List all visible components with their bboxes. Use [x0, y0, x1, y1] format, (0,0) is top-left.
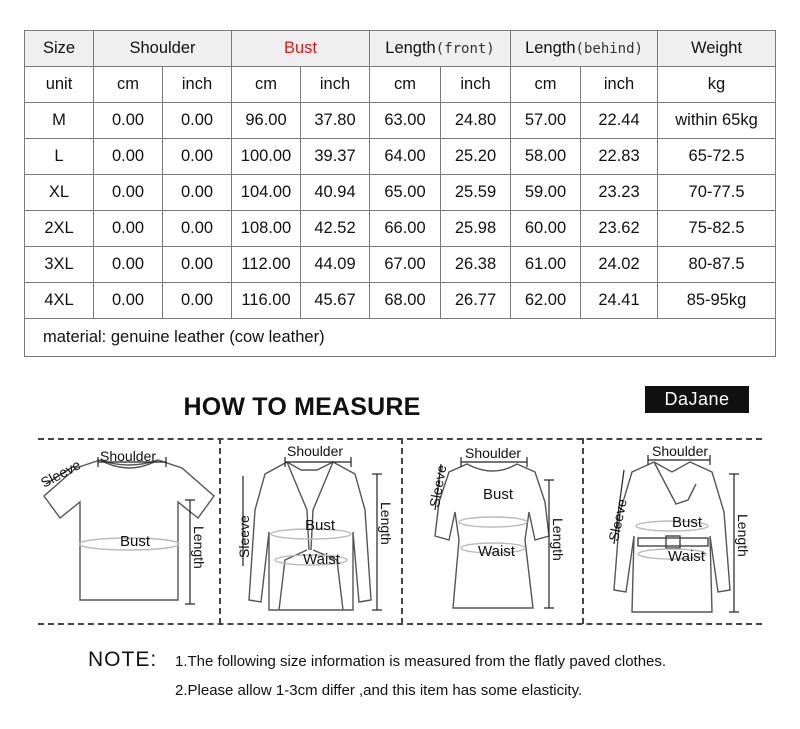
table-cell: 67.00 [370, 247, 441, 283]
label-bust: Bust [483, 486, 514, 503]
label-sleeve: Sleeve [605, 497, 630, 543]
table-cell: 80-87.5 [658, 247, 776, 283]
label-waist: Waist [303, 551, 340, 568]
table-row [25, 175, 776, 211]
table-cell: 64.00 [370, 139, 441, 175]
table-cell: 100.00 [232, 139, 301, 175]
table-cell: within 65kg [658, 103, 776, 139]
table-cell: 116.00 [232, 283, 301, 319]
brand-badge: DaJane [645, 386, 749, 413]
header-weight: Weight [658, 31, 776, 67]
header-shoulder: Shoulder [94, 31, 232, 67]
table-cell: 0.00 [94, 283, 163, 319]
table-cell: L [25, 139, 94, 175]
table-cell: 0.00 [163, 211, 232, 247]
label-length: Length [191, 526, 207, 569]
table-cell: 68.00 [370, 283, 441, 319]
table-cell: 39.37 [301, 139, 370, 175]
note-label: NOTE: [88, 648, 158, 671]
table-cell: 25.98 [441, 211, 511, 247]
table-cell: 25.20 [441, 139, 511, 175]
table-header-row [25, 31, 776, 67]
header-length-front-paren: (front) [435, 41, 495, 57]
label-length: Length [378, 502, 394, 545]
label-bust: Bust [305, 517, 336, 534]
table-cell: 0.00 [94, 211, 163, 247]
table-cell: 96.00 [232, 103, 301, 139]
label-sleeve: Sleeve [236, 515, 252, 558]
table-cell: 0.00 [163, 139, 232, 175]
unit-cell: inch [301, 67, 370, 103]
table-row [25, 103, 776, 139]
label-sleeve: Sleeve [38, 456, 84, 491]
header-length-front [370, 31, 511, 67]
table-cell: 22.83 [581, 139, 658, 175]
unit-cell: cm [232, 67, 301, 103]
label-waist: Waist [668, 548, 705, 565]
table-cell: XL [25, 175, 94, 211]
table-cell: 0.00 [94, 103, 163, 139]
note-line-1: 1.The following size information is measured from the flatly paved clothes. [175, 653, 667, 670]
coat-diagram-icon [584, 440, 762, 622]
divider-bottom [38, 623, 762, 625]
table-cell: 2XL [25, 211, 94, 247]
table-cell: 42.52 [301, 211, 370, 247]
table-cell: 0.00 [163, 283, 232, 319]
table-cell: 0.00 [94, 175, 163, 211]
table-cell: 62.00 [511, 283, 581, 319]
tshirt-diagram-icon [38, 440, 218, 622]
table-cell: 63.00 [370, 103, 441, 139]
table-cell: 24.80 [441, 103, 511, 139]
table-cell: 44.09 [301, 247, 370, 283]
label-bust: Bust [120, 533, 151, 550]
unit-cell: unit [25, 67, 94, 103]
header-length-behind-label: Length [525, 39, 576, 57]
table-cell: 40.94 [301, 175, 370, 211]
table-cell: 0.00 [163, 175, 232, 211]
table-cell: 75-82.5 [658, 211, 776, 247]
unit-cell: inch [441, 67, 511, 103]
table-cell: 112.00 [232, 247, 301, 283]
label-shoulder: Shoulder [652, 443, 709, 459]
units-row [25, 67, 776, 103]
table-cell: 0.00 [163, 103, 232, 139]
table-cell: 23.23 [581, 175, 658, 211]
table-cell: 45.67 [301, 283, 370, 319]
table-cell: 59.00 [511, 175, 581, 211]
note-line-2: 2.Please allow 1-3cm differ ,and this item has some elasticity. [175, 682, 583, 699]
header-length-behind-paren: (behind) [575, 41, 643, 57]
table-cell: 25.59 [441, 175, 511, 211]
label-sleeve: Sleeve [426, 463, 450, 509]
table-cell: 108.00 [232, 211, 301, 247]
table-cell: 61.00 [511, 247, 581, 283]
table-cell: 85-95kg [658, 283, 776, 319]
table-cell: 0.00 [94, 247, 163, 283]
unit-cell: cm [511, 67, 581, 103]
table-cell: 104.00 [232, 175, 301, 211]
label-length: Length [550, 518, 566, 561]
header-length-behind [511, 31, 658, 67]
table-cell: 4XL [25, 283, 94, 319]
table-cell: 65.00 [370, 175, 441, 211]
unit-cell: cm [94, 67, 163, 103]
table-cell: 26.77 [441, 283, 511, 319]
table-cell: 23.62 [581, 211, 658, 247]
header-length-front-label: Length [385, 39, 436, 57]
table-row [25, 283, 776, 319]
material-text: material: genuine leather (cow leather) [25, 319, 776, 357]
unit-cell: inch [581, 67, 658, 103]
table-cell: 57.00 [511, 103, 581, 139]
table-cell: 22.44 [581, 103, 658, 139]
blazer-diagram-icon [221, 440, 400, 622]
table-cell: 58.00 [511, 139, 581, 175]
header-bust: Bust [232, 31, 370, 67]
size-chart-table [24, 30, 776, 357]
table-cell: M [25, 103, 94, 139]
table-cell: 24.02 [581, 247, 658, 283]
how-to-measure-title: HOW TO MEASURE [183, 393, 421, 421]
material-row [25, 319, 776, 357]
label-shoulder: Shoulder [465, 445, 522, 461]
table-row [25, 211, 776, 247]
label-length: Length [735, 514, 751, 557]
table-cell: 0.00 [163, 247, 232, 283]
table-cell: 3XL [25, 247, 94, 283]
table-row [25, 139, 776, 175]
table-cell: 70-77.5 [658, 175, 776, 211]
table-cell: 66.00 [370, 211, 441, 247]
header-size: Size [25, 31, 94, 67]
table-cell: 0.00 [94, 139, 163, 175]
table-cell: 65-72.5 [658, 139, 776, 175]
unit-cell: kg [658, 67, 776, 103]
table-cell: 37.80 [301, 103, 370, 139]
table-row [25, 247, 776, 283]
label-shoulder: Shoulder [100, 448, 157, 464]
table-cell: 60.00 [511, 211, 581, 247]
label-bust: Bust [672, 514, 703, 531]
dress-diagram-icon [403, 440, 581, 622]
unit-cell: cm [370, 67, 441, 103]
label-waist: Waist [478, 543, 515, 560]
table-cell: 26.38 [441, 247, 511, 283]
unit-cell: inch [163, 67, 232, 103]
label-shoulder: Shoulder [287, 443, 344, 459]
table-cell: 24.41 [581, 283, 658, 319]
